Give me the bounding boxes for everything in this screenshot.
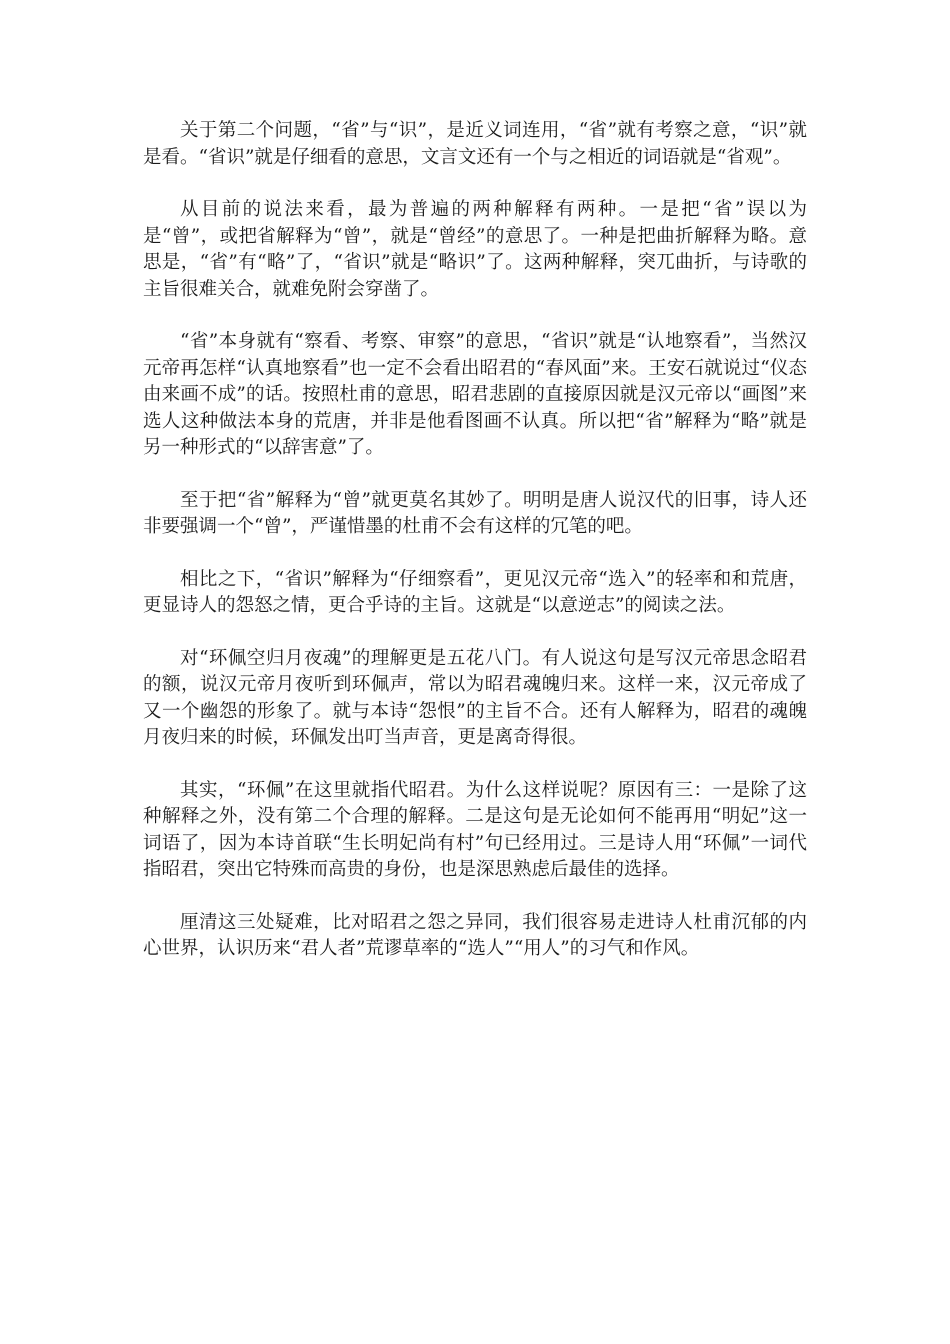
paragraph-7: 其实，“环佩”在这里就指代昭君。为什么这样说呢？原因有三：一是除了这种解释之外，没有第二个合理的解释。二是这句是无论如何不能再用“明妃”这一词语了，因为本诗首联“生长明妃尚有村”句已经用过。三是诗人用“环佩”一词代指昭君，突出它特殊而高贵的身份，也是深思熟虑后最佳的选择。 <box>143 779 807 880</box>
paragraph-5: 相比之下，“省识”解释为“仔细察看”，更见汉元帝“选入”的轻率和和荒唐，更显诗人的怨怒之情，更合乎诗的主旨。这就是“以意逆志”的阅读之法。 <box>143 568 807 616</box>
paragraph-4: 至于把“省”解释为“曾”就更莫名其妙了。明明是唐人说汉代的旧事，诗人还非要强调一个“曾”，严谨惜墨的杜甫不会有这样的冗笔的吧。 <box>143 489 807 537</box>
paragraph-1: 关于第二个问题，“省”与“识”，是近义词连用，“省”就有考察之意，“识”就是看。“省识”就是仔细看的意思，文言文还有一个与之相近的词语就是“省观”。 <box>143 120 807 168</box>
paragraph-6: 对“环佩空归月夜魂”的理解更是五花八门。有人说这句是写汉元帝思念昭君的额，说汉元帝月夜听到环佩声，常以为昭君魂魄归来。这样一来，汉元帝成了又一个幽怨的形象了。就与本诗“怨恨”的主旨不合。还有人解释为，昭君的魂魄月夜归来的时候，环佩发出叮当声音，更是离奇得很。 <box>143 647 807 748</box>
paragraph-3: “省”本身就有“察看、考察、审察”的意思，“省识”就是“认地察看”，当然汉元帝再怎样“认真地察看”也一定不会看出昭君的“春风面”来。王安石就说过“仪态由来画不成”的话。按照杜甫的意思，昭君悲剧的直接原因就是汉元帝以“画图”来选人这种做法本身的荒唐，并非是他看图画不认真。所以把“省”解释为“略”就是另一种形式的“以辞害意”了。 <box>143 331 807 458</box>
document-body <box>143 118 807 989</box>
paragraph-2: 从目前的说法来看，最为普遍的两种解释有两种。一是把“省”误以为是“曾”，或把省解释为“曾”，就是“曾经”的意思了。一种是把曲折解释为略。意思是，“省”有“略”了，“省识”就是“略识”了。这两种解释，突兀曲折，与诗歌的主旨很难关合，就难免附会穿凿了。 <box>143 199 807 300</box>
paragraph-8: 厘清这三处疑难，比对昭君之怨之异同，我们很容易走进诗人杜甫沉郁的内心世界，认识历来“君人者”荒谬草率的“选人”“用人”的习气和作风。 <box>143 911 807 959</box>
